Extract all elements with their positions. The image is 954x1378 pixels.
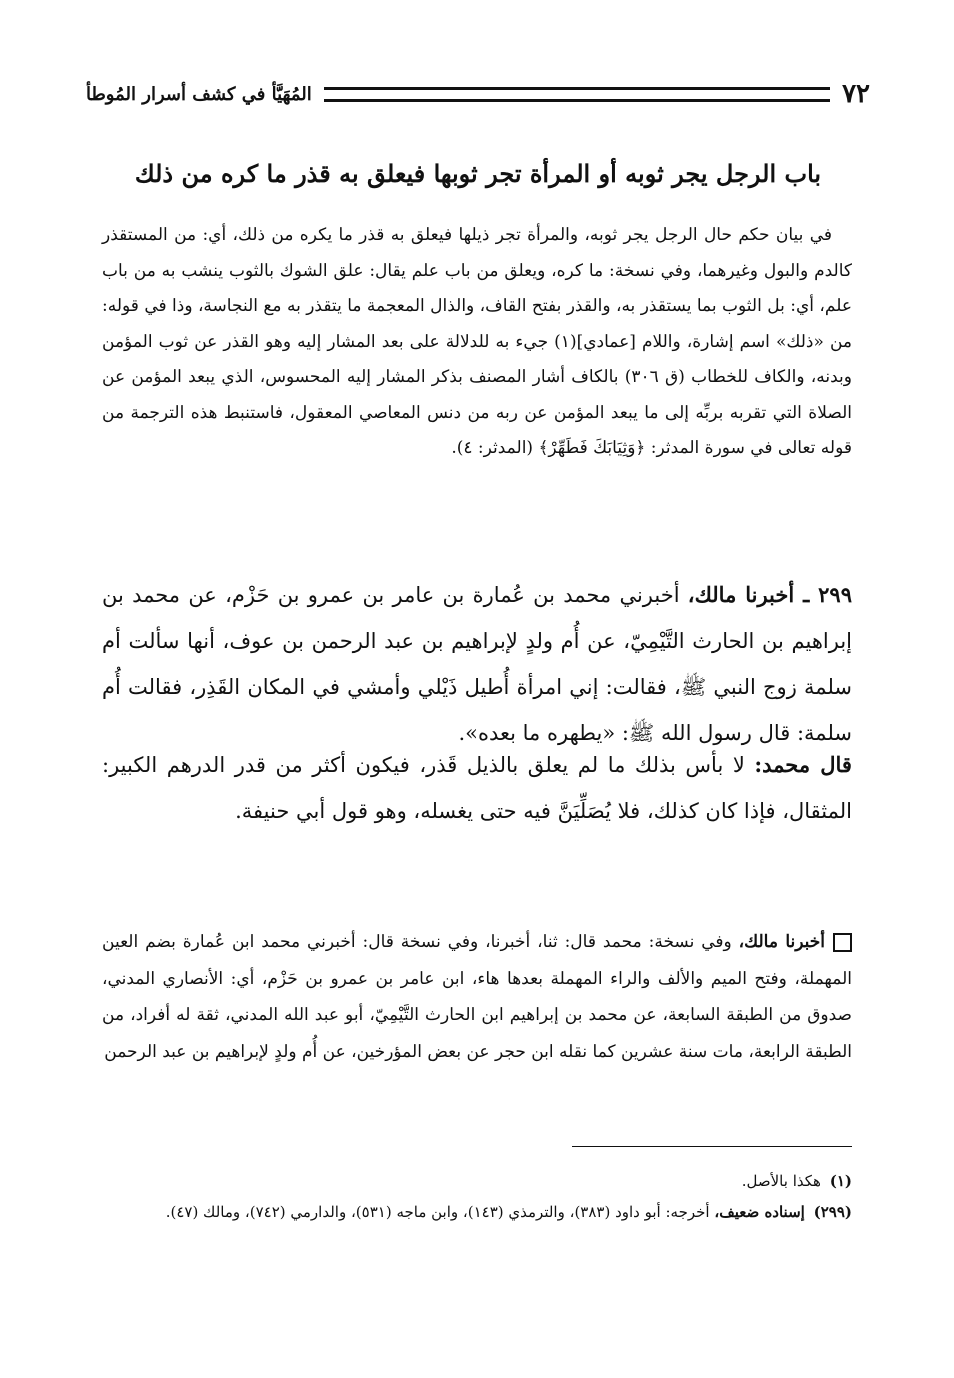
header-rule — [324, 87, 830, 102]
footnote-text: أخرجه: أبو داود (٣٨٣)، والترمذي (١٤٣)، وابن ماجه (٥٣١)، والدارمي (٧٤٢)، ومالك (٤٧). — [165, 1203, 710, 1221]
hadith-lead: ٢٩٩ ـ أخبرنا مالك، — [687, 582, 852, 607]
page-number: ٧٢ — [842, 79, 870, 109]
running-title: المُهَيَّأ في كشف أسرار المُوطأ — [86, 83, 312, 105]
footnote-mark: (١) — [829, 1172, 852, 1190]
qawl-text: لا بأس بذلك ما لم يعلق بالذيل قَذر، فيكون أكثر من قدر الدرهم الكبير: المثقال، فإذا كان كذلك، فلا يُصَلِّيَنَّ فيه حتى يغسله، وهو قول أبي حنيفة. — [102, 753, 852, 823]
sharh-paragraph — [102, 924, 852, 1070]
hadith-text: أخبرني محمد بن عُمارة بن عامر بن عمرو بن حَزْم، عن محمد بن إبراهيم بن الحارث التَّيْمِيّ، عن أُم ولدٍ لإبراهيم بن عبد الرحمن بن عوف، أنها سألت أم سلمة زوج النبي ﷺ، فقالت: إني امرأة أُطيل ذَيْلي وأمشي في المكان القَذِر، فقالت أُم سلمة: قال رسول الله ﷺ: «يطهره ما بعده». — [102, 583, 852, 745]
chapter-title: باب الرجل يجر ثوبه أو المرأة تجر ثوبها فيعلق به قذر ما كره من ذلك — [134, 159, 822, 188]
chapter-commentary — [102, 218, 852, 467]
footnotes — [102, 1166, 852, 1228]
hadith-299 — [102, 572, 852, 756]
sharh-text: وفي نسخة: محمد قال: ثنا، أخبرنا، وفي نسخة قال: أخبرني محمد ابن عُمارة بضم العين المهملة، وفتح الميم والألف والراء المهملة بعدها هاء، ابن عامر بن عمرو بن حَزْم، أي: الأنصاري المدني، صدوق من الطبقة السابعة، عن محمد بن إبراهيم ابن الحارث التَّيْمِيّ، أبو عبد الله المدني، ثقة له أفراد، من الطبقة الرابعة، مات سنة عشرين كما نقله ابن حجر عن بعض المؤرخين، عن أُم ولدٍ لإبراهيم بن عبد الرحمن — [102, 932, 852, 1062]
commentary-text: في بيان حكم حال الرجل يجر ثوبه، والمرأة تجر ذيلها فيعلق به قذر ما يكره من ذلك، أي: من المستقذر كالدم والبول وغيرهما، وفي نسخة: ما كره، ويعلق من باب علم يقال: علق الشوك بالثوب ينشب به من باب علم، أي: بل الثوب بما يستقذر به، والقذر بفتح القاف، والذال المعجمة ما يتقذر به مع النجاسة، وذا في قوله: من «ذلك» اسم إشارة، واللام [عمادي](١) جيء به للدلالة على بعد المشار إليه وهو القذر عن ثوب المؤمن وبدنه، والكاف للخطاب (ق ٣٠٦) بالكاف أشار المصنف بذكر المشار إليه المحسوس، الذي يبعد المؤمن عن الصلاة التي تقربه بربِّه إلى ما يبعد المؤمن عن ربه من دنس المعاصي المعقول، فاستنبط هذه الترجمة من قوله تعالى في سورة المدثر: ﴿وَثِيَابَكَ فَطَهِّرْ﴾ (المدثر: ٤). — [102, 225, 852, 458]
footnote-lead: إسناده ضعيف، — [714, 1203, 805, 1221]
footnote-item — [102, 1166, 852, 1197]
footnote-text: هكذا بالأصل. — [741, 1172, 821, 1190]
footnote-item — [102, 1197, 852, 1228]
qawl-lead: قال محمد: — [754, 752, 852, 777]
square-box-icon — [833, 933, 852, 952]
footnote-mark: (٢٩٩) — [813, 1203, 852, 1221]
sharh-lead: أخبرنا مالك، — [738, 932, 825, 952]
qawl-muhammad — [102, 742, 852, 834]
running-header — [86, 74, 870, 114]
footnote-separator — [572, 1146, 852, 1147]
